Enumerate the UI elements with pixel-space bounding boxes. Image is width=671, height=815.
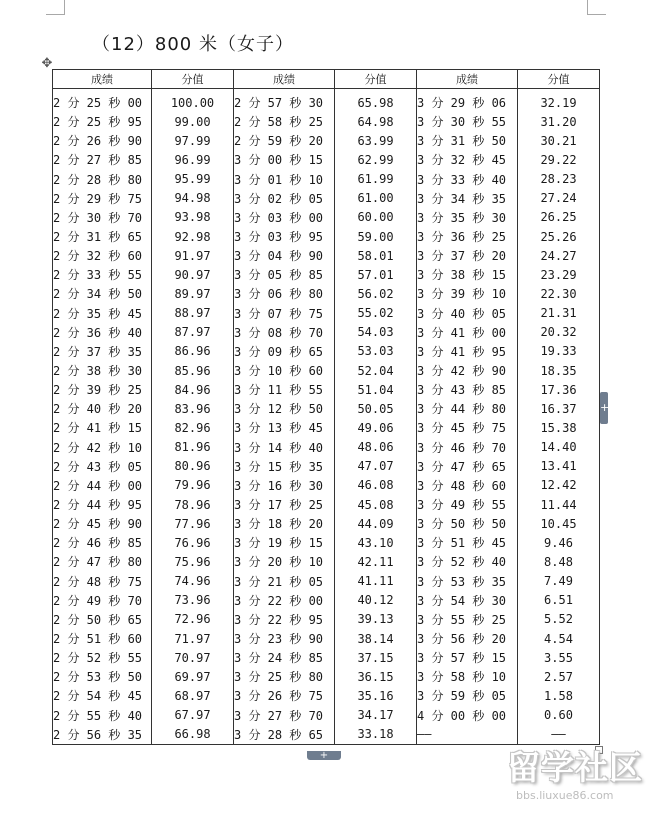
cell-score-1: 76.96 xyxy=(152,533,234,552)
cell-score-1: 78.96 xyxy=(152,495,234,514)
cell-result-3: 4 分 00 秒 00 xyxy=(417,706,518,725)
cell-score-2: 65.98 xyxy=(335,89,417,113)
table-row xyxy=(53,667,600,686)
cell-score-2: 37.15 xyxy=(335,648,417,667)
cell-score-3: 22.30 xyxy=(518,284,600,303)
cell-score-3: 3.55 xyxy=(518,648,600,667)
cell-result-3: 3 分 39 秒 10 xyxy=(417,284,518,303)
table-row xyxy=(53,552,600,571)
cell-result-2: 3 分 15 秒 35 xyxy=(234,457,335,476)
crop-mark-top-left xyxy=(46,0,65,15)
cell-result-3: 3 分 34 秒 35 xyxy=(417,189,518,208)
header-result-2: 成绩 xyxy=(234,70,335,89)
cell-result-1: 2 分 39 秒 25 xyxy=(53,380,152,399)
cell-score-2: 59.00 xyxy=(335,227,417,246)
cell-result-2: 3 分 01 秒 10 xyxy=(234,170,335,189)
cell-score-2: 64.98 xyxy=(335,112,417,131)
cell-result-1: 2 分 35 秒 45 xyxy=(53,304,152,323)
cell-result-1: 2 分 33 秒 55 xyxy=(53,265,152,284)
cell-result-2: 3 分 03 秒 95 xyxy=(234,227,335,246)
cell-result-2: 3 分 24 秒 85 xyxy=(234,648,335,667)
table-row xyxy=(53,495,600,514)
cell-score-3: 16.37 xyxy=(518,399,600,418)
cell-score-1: 72.96 xyxy=(152,610,234,629)
cell-result-2: 3 分 25 秒 80 xyxy=(234,667,335,686)
cell-score-1: 85.96 xyxy=(152,361,234,380)
cell-score-1: 84.96 xyxy=(152,380,234,399)
cell-score-1: 82.96 xyxy=(152,418,234,437)
cell-result-2: 3 分 09 秒 65 xyxy=(234,342,335,361)
table-move-handle-icon[interactable]: ✥ xyxy=(41,56,53,71)
cell-score-3: 31.20 xyxy=(518,112,600,131)
cell-score-1: 73.96 xyxy=(152,591,234,610)
cell-score-2: 58.01 xyxy=(335,246,417,265)
table-row xyxy=(53,438,600,457)
cell-result-3: 3 分 40 秒 05 xyxy=(417,304,518,323)
cell-score-2: 45.08 xyxy=(335,495,417,514)
cell-score-1: 67.97 xyxy=(152,706,234,725)
cell-result-2: 3 分 27 秒 70 xyxy=(234,706,335,725)
cell-score-3: 9.46 xyxy=(518,533,600,552)
table-row xyxy=(53,246,600,265)
cell-score-2: 56.02 xyxy=(335,284,417,303)
cell-score-1: 96.99 xyxy=(152,150,234,169)
cell-result-2: 3 分 07 秒 75 xyxy=(234,304,335,323)
cell-score-1: 77.96 xyxy=(152,514,234,533)
cell-score-2: 40.12 xyxy=(335,591,417,610)
table-row xyxy=(53,112,600,131)
cell-score-1: 68.97 xyxy=(152,686,234,705)
cell-result-1: 2 分 38 秒 30 xyxy=(53,361,152,380)
add-column-button[interactable]: + xyxy=(600,392,608,424)
cell-score-1: 97.99 xyxy=(152,131,234,150)
cell-result-1: 2 分 54 秒 45 xyxy=(53,686,152,705)
cell-result-1: 2 分 36 秒 40 xyxy=(53,323,152,342)
cell-result-1: 2 分 40 秒 20 xyxy=(53,399,152,418)
table-row xyxy=(53,208,600,227)
cell-score-2: 38.14 xyxy=(335,629,417,648)
score-table xyxy=(52,69,600,745)
watermark-url: bbs.liuxue86.com xyxy=(516,789,614,802)
cell-score-3: 10.45 xyxy=(518,514,600,533)
cell-score-1: 90.97 xyxy=(152,265,234,284)
cell-result-1: 2 分 48 秒 75 xyxy=(53,572,152,591)
cell-result-1: 2 分 41 秒 15 xyxy=(53,418,152,437)
table-row xyxy=(53,418,600,437)
cell-result-3: 3 分 53 秒 35 xyxy=(417,572,518,591)
cell-score-1: 87.97 xyxy=(152,323,234,342)
table-row xyxy=(53,89,600,113)
table-row xyxy=(53,629,600,648)
table-header-row xyxy=(53,70,600,89)
cell-score-3: 30.21 xyxy=(518,131,600,150)
cell-score-2: 33.18 xyxy=(335,725,417,745)
cell-score-3: 5.52 xyxy=(518,610,600,629)
cell-score-2: 44.09 xyxy=(335,514,417,533)
table-row xyxy=(53,131,600,150)
cell-result-3: 3 分 54 秒 30 xyxy=(417,591,518,610)
cell-score-3: 17.36 xyxy=(518,380,600,399)
cell-result-3: 3 分 48 秒 60 xyxy=(417,476,518,495)
cell-score-3: 25.26 xyxy=(518,227,600,246)
cell-result-3: 3 分 41 秒 00 xyxy=(417,323,518,342)
cell-result-2: 3 分 11 秒 55 xyxy=(234,380,335,399)
cell-score-3: 20.32 xyxy=(518,323,600,342)
cell-result-3: 3 分 30 秒 55 xyxy=(417,112,518,131)
cell-result-2: 3 分 16 秒 30 xyxy=(234,476,335,495)
cell-result-1: 2 分 47 秒 80 xyxy=(53,552,152,571)
cell-score-1: 89.97 xyxy=(152,284,234,303)
cell-score-3: 1.58 xyxy=(518,686,600,705)
table-row xyxy=(53,304,600,323)
cell-result-2: 3 分 28 秒 65 xyxy=(234,725,335,745)
cell-score-2: 49.06 xyxy=(335,418,417,437)
cell-score-2: 47.07 xyxy=(335,457,417,476)
cell-result-2: 3 分 08 秒 70 xyxy=(234,323,335,342)
table-row xyxy=(53,323,600,342)
table-row xyxy=(53,591,600,610)
cell-score-1: 100.00 xyxy=(152,89,234,113)
cell-result-3: 3 分 59 秒 05 xyxy=(417,686,518,705)
cell-result-2: 3 分 12 秒 50 xyxy=(234,399,335,418)
cell-result-3: 3 分 49 秒 55 xyxy=(417,495,518,514)
cell-result-3: 3 分 58 秒 10 xyxy=(417,667,518,686)
cell-score-3: 19.33 xyxy=(518,342,600,361)
crop-mark-top-right xyxy=(587,0,606,15)
cell-score-2: 51.04 xyxy=(335,380,417,399)
cell-score-1: 69.97 xyxy=(152,667,234,686)
cell-result-3: 3 分 56 秒 20 xyxy=(417,629,518,648)
cell-score-2: 50.05 xyxy=(335,399,417,418)
cell-result-1: 2 分 28 秒 80 xyxy=(53,170,152,189)
cell-score-1: 81.96 xyxy=(152,438,234,457)
cell-score-1: 74.96 xyxy=(152,572,234,591)
cell-score-3: —— xyxy=(518,725,600,745)
table-row xyxy=(53,572,600,591)
cell-result-3: 3 分 52 秒 40 xyxy=(417,552,518,571)
cell-score-3: 6.51 xyxy=(518,591,600,610)
cell-result-2: 3 分 17 秒 25 xyxy=(234,495,335,514)
cell-score-2: 36.15 xyxy=(335,667,417,686)
table-row xyxy=(53,284,600,303)
cell-score-2: 46.08 xyxy=(335,476,417,495)
cell-score-2: 52.04 xyxy=(335,361,417,380)
add-row-button[interactable]: + xyxy=(307,751,341,760)
cell-score-2: 63.99 xyxy=(335,131,417,150)
cell-score-3: 7.49 xyxy=(518,572,600,591)
cell-result-3: 3 分 55 秒 25 xyxy=(417,610,518,629)
cell-result-3: 3 分 29 秒 06 xyxy=(417,89,518,113)
cell-score-3: 14.40 xyxy=(518,438,600,457)
cell-result-1: 2 分 42 秒 10 xyxy=(53,438,152,457)
cell-result-3: 3 分 38 秒 15 xyxy=(417,265,518,284)
cell-result-3: 3 分 32 秒 45 xyxy=(417,150,518,169)
cell-result-2: 2 分 58 秒 25 xyxy=(234,112,335,131)
cell-score-2: 42.11 xyxy=(335,552,417,571)
cell-score-2: 62.99 xyxy=(335,150,417,169)
cell-result-2: 3 分 22 秒 00 xyxy=(234,591,335,610)
cell-result-1: 2 分 43 秒 05 xyxy=(53,457,152,476)
cell-result-3: 3 分 50 秒 50 xyxy=(417,514,518,533)
table-row xyxy=(53,648,600,667)
cell-score-1: 88.97 xyxy=(152,304,234,323)
cell-score-3: 0.60 xyxy=(518,706,600,725)
cell-result-2: 3 分 26 秒 75 xyxy=(234,686,335,705)
cell-result-3: 3 分 45 秒 75 xyxy=(417,418,518,437)
cell-score-3: 23.29 xyxy=(518,265,600,284)
cell-result-2: 3 分 06 秒 80 xyxy=(234,284,335,303)
cell-result-2: 3 分 23 秒 90 xyxy=(234,629,335,648)
cell-score-3: 28.23 xyxy=(518,170,600,189)
cell-score-1: 75.96 xyxy=(152,552,234,571)
cell-result-2: 3 分 04 秒 90 xyxy=(234,246,335,265)
cell-result-1: 2 分 55 秒 40 xyxy=(53,706,152,725)
cell-result-1: 2 分 25 秒 95 xyxy=(53,112,152,131)
cell-score-3: 12.42 xyxy=(518,476,600,495)
cell-result-2: 3 分 22 秒 95 xyxy=(234,610,335,629)
table-row xyxy=(53,457,600,476)
table-row xyxy=(53,150,600,169)
cell-result-2: 3 分 18 秒 20 xyxy=(234,514,335,533)
cell-result-3: —— xyxy=(417,725,518,745)
cell-score-1: 95.99 xyxy=(152,170,234,189)
cell-result-2: 3 分 13 秒 45 xyxy=(234,418,335,437)
table-row xyxy=(53,189,600,208)
cell-result-2: 2 分 59 秒 20 xyxy=(234,131,335,150)
cell-result-3: 3 分 42 秒 90 xyxy=(417,361,518,380)
cell-result-3: 3 分 35 秒 30 xyxy=(417,208,518,227)
cell-result-2: 3 分 05 秒 85 xyxy=(234,265,335,284)
header-result-1: 成绩 xyxy=(53,70,152,89)
table-body xyxy=(53,89,600,745)
cell-score-2: 41.11 xyxy=(335,572,417,591)
cell-score-2: 39.13 xyxy=(335,610,417,629)
table-row xyxy=(53,380,600,399)
cell-result-1: 2 分 46 秒 85 xyxy=(53,533,152,552)
cell-result-2: 3 分 20 秒 10 xyxy=(234,552,335,571)
table-row xyxy=(53,706,600,725)
cell-score-2: 34.17 xyxy=(335,706,417,725)
cell-score-3: 13.41 xyxy=(518,457,600,476)
cell-score-3: 11.44 xyxy=(518,495,600,514)
cell-result-1: 2 分 27 秒 85 xyxy=(53,150,152,169)
cell-result-1: 2 分 32 秒 60 xyxy=(53,246,152,265)
table-row xyxy=(53,686,600,705)
section-title: （12）800 米（女子） xyxy=(92,34,294,55)
cell-result-3: 3 分 41 秒 95 xyxy=(417,342,518,361)
cell-score-1: 94.98 xyxy=(152,189,234,208)
cell-result-3: 3 分 47 秒 65 xyxy=(417,457,518,476)
cell-score-2: 60.00 xyxy=(335,208,417,227)
table-row xyxy=(53,265,600,284)
cell-result-1: 2 分 49 秒 70 xyxy=(53,591,152,610)
cell-result-1: 2 分 44 秒 00 xyxy=(53,476,152,495)
cell-score-1: 93.98 xyxy=(152,208,234,227)
cell-result-1: 2 分 26 秒 90 xyxy=(53,131,152,150)
cell-score-1: 71.97 xyxy=(152,629,234,648)
cell-result-1: 2 分 51 秒 60 xyxy=(53,629,152,648)
cell-score-3: 2.57 xyxy=(518,667,600,686)
cell-score-2: 48.06 xyxy=(335,438,417,457)
cell-result-1: 2 分 45 秒 90 xyxy=(53,514,152,533)
cell-score-1: 91.97 xyxy=(152,246,234,265)
cell-result-1: 2 分 56 秒 35 xyxy=(53,725,152,745)
cell-score-3: 29.22 xyxy=(518,150,600,169)
cell-score-3: 27.24 xyxy=(518,189,600,208)
table-row xyxy=(53,514,600,533)
cell-result-3: 3 分 57 秒 15 xyxy=(417,648,518,667)
cell-score-2: 53.03 xyxy=(335,342,417,361)
cell-score-3: 26.25 xyxy=(518,208,600,227)
cell-result-2: 3 分 00 秒 15 xyxy=(234,150,335,169)
cell-score-1: 80.96 xyxy=(152,457,234,476)
cell-result-1: 2 分 50 秒 65 xyxy=(53,610,152,629)
cell-score-1: 79.96 xyxy=(152,476,234,495)
header-score-1: 分值 xyxy=(152,70,234,89)
cell-score-1: 83.96 xyxy=(152,399,234,418)
cell-result-2: 3 分 21 秒 05 xyxy=(234,572,335,591)
table-row xyxy=(53,533,600,552)
header-result-3: 成绩 xyxy=(417,70,518,89)
cell-score-3: 24.27 xyxy=(518,246,600,265)
cell-result-1: 2 分 29 秒 75 xyxy=(53,189,152,208)
cell-result-3: 3 分 36 秒 25 xyxy=(417,227,518,246)
cell-result-2: 3 分 19 秒 15 xyxy=(234,533,335,552)
cell-result-3: 3 分 46 秒 70 xyxy=(417,438,518,457)
table-row xyxy=(53,610,600,629)
cell-score-2: 57.01 xyxy=(335,265,417,284)
header-score-3: 分值 xyxy=(518,70,600,89)
cell-result-3: 3 分 51 秒 45 xyxy=(417,533,518,552)
cell-result-3: 3 分 31 秒 50 xyxy=(417,131,518,150)
table-row xyxy=(53,476,600,495)
cell-result-3: 3 分 43 秒 85 xyxy=(417,380,518,399)
cell-result-2: 2 分 57 秒 30 xyxy=(234,89,335,113)
cell-result-1: 2 分 44 秒 95 xyxy=(53,495,152,514)
cell-score-3: 18.35 xyxy=(518,361,600,380)
cell-score-2: 55.02 xyxy=(335,304,417,323)
cell-result-2: 3 分 03 秒 00 xyxy=(234,208,335,227)
cell-score-2: 61.99 xyxy=(335,170,417,189)
cell-result-1: 2 分 53 秒 50 xyxy=(53,667,152,686)
cell-score-3: 32.19 xyxy=(518,89,600,113)
cell-score-2: 43.10 xyxy=(335,533,417,552)
cell-result-1: 2 分 37 秒 35 xyxy=(53,342,152,361)
cell-score-1: 92.98 xyxy=(152,227,234,246)
cell-result-1: 2 分 52 秒 55 xyxy=(53,648,152,667)
cell-result-1: 2 分 30 秒 70 xyxy=(53,208,152,227)
cell-score-1: 99.00 xyxy=(152,112,234,131)
cell-result-3: 3 分 33 秒 40 xyxy=(417,170,518,189)
cell-score-1: 66.98 xyxy=(152,725,234,745)
cell-score-3: 21.31 xyxy=(518,304,600,323)
watermark-logo: 留学社区 xyxy=(507,748,643,787)
table-row xyxy=(53,170,600,189)
cell-result-2: 3 分 14 秒 40 xyxy=(234,438,335,457)
cell-result-1: 2 分 34 秒 50 xyxy=(53,284,152,303)
cell-result-2: 3 分 10 秒 60 xyxy=(234,361,335,380)
cell-result-3: 3 分 37 秒 20 xyxy=(417,246,518,265)
cell-score-3: 8.48 xyxy=(518,552,600,571)
cell-score-2: 54.03 xyxy=(335,323,417,342)
cell-score-3: 4.54 xyxy=(518,629,600,648)
table-row xyxy=(53,361,600,380)
cell-score-3: 15.38 xyxy=(518,418,600,437)
cell-score-1: 70.97 xyxy=(152,648,234,667)
table-row xyxy=(53,342,600,361)
cell-result-3: 3 分 44 秒 80 xyxy=(417,399,518,418)
cell-result-2: 3 分 02 秒 05 xyxy=(234,189,335,208)
table-row xyxy=(53,227,600,246)
header-score-2: 分值 xyxy=(335,70,417,89)
table-row xyxy=(53,399,600,418)
cell-result-1: 2 分 31 秒 65 xyxy=(53,227,152,246)
cell-result-1: 2 分 25 秒 00 xyxy=(53,89,152,113)
cell-score-2: 35.16 xyxy=(335,686,417,705)
cell-score-1: 86.96 xyxy=(152,342,234,361)
cell-score-2: 61.00 xyxy=(335,189,417,208)
